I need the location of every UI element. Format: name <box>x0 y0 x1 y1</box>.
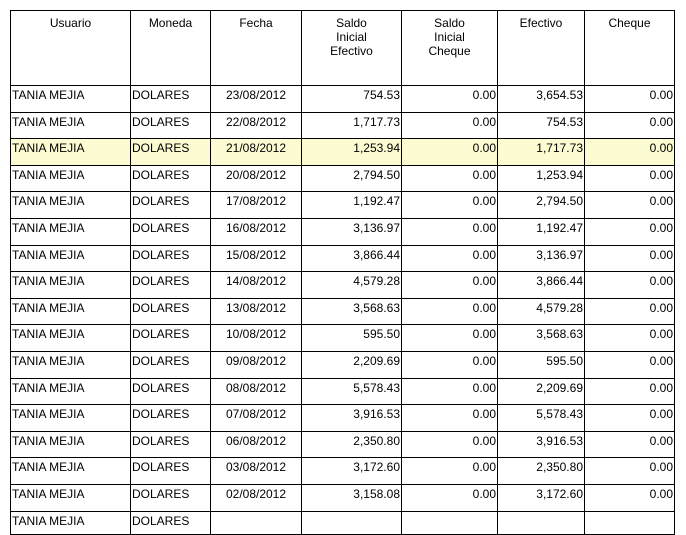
cell-usuario: TANIA MEJIA <box>11 245 131 272</box>
cell-saldo-inicial-efectivo: 1,192.47 <box>302 192 402 219</box>
cell-cheque: 0.00 <box>585 325 675 352</box>
cell-usuario: TANIA MEJIA <box>11 511 131 534</box>
cell-usuario: TANIA MEJIA <box>11 218 131 245</box>
cell-saldo-inicial-cheque: 0.00 <box>402 298 498 325</box>
cell-fecha: 13/08/2012 <box>211 298 302 325</box>
cell-usuario: TANIA MEJIA <box>11 112 131 139</box>
cell-fecha: 17/08/2012 <box>211 192 302 219</box>
table-row <box>11 245 675 272</box>
table-body <box>11 86 675 535</box>
cell-usuario: TANIA MEJIA <box>11 484 131 511</box>
cell-cheque: 0.00 <box>585 351 675 378</box>
cell-efectivo: 754.53 <box>498 112 585 139</box>
cell-saldo-inicial-cheque: 0.00 <box>402 378 498 405</box>
cell-usuario: TANIA MEJIA <box>11 325 131 352</box>
cell-usuario: TANIA MEJIA <box>11 139 131 166</box>
cell-saldo-inicial-cheque: 0.00 <box>402 431 498 458</box>
table-row <box>11 165 675 192</box>
cell-saldo-inicial-efectivo <box>302 511 402 534</box>
cell-cheque: 0.00 <box>585 112 675 139</box>
cell-saldo-inicial-cheque: 0.00 <box>402 218 498 245</box>
cell-usuario: TANIA MEJIA <box>11 272 131 299</box>
cell-moneda: DOLARES <box>131 378 211 405</box>
cell-saldo-inicial-cheque: 0.00 <box>402 405 498 432</box>
cell-fecha: 10/08/2012 <box>211 325 302 352</box>
cell-efectivo: 3,916.53 <box>498 431 585 458</box>
cell-efectivo: 2,794.50 <box>498 192 585 219</box>
cell-fecha: 21/08/2012 <box>211 139 302 166</box>
cell-usuario: TANIA MEJIA <box>11 192 131 219</box>
table-row <box>11 458 675 485</box>
cash-report-table <box>10 10 675 535</box>
cell-saldo-inicial-cheque: 0.00 <box>402 192 498 219</box>
header-fecha: Fecha <box>211 11 302 86</box>
table-row <box>11 484 675 511</box>
table-row <box>11 351 675 378</box>
table-row <box>11 511 675 534</box>
cell-saldo-inicial-efectivo: 595.50 <box>302 325 402 352</box>
cell-moneda: DOLARES <box>131 272 211 299</box>
cell-usuario: TANIA MEJIA <box>11 351 131 378</box>
header-saldo-inicial-efectivo: Saldo Inicial Efectivo <box>302 11 402 86</box>
cell-saldo-inicial-cheque: 0.00 <box>402 86 498 113</box>
cell-saldo-inicial-efectivo: 3,916.53 <box>302 405 402 432</box>
cell-moneda: DOLARES <box>131 325 211 352</box>
cell-efectivo: 3,866.44 <box>498 272 585 299</box>
cell-fecha: 06/08/2012 <box>211 431 302 458</box>
cell-cheque: 0.00 <box>585 378 675 405</box>
cell-saldo-inicial-cheque: 0.00 <box>402 325 498 352</box>
table-row <box>11 298 675 325</box>
cell-cheque: 0.00 <box>585 458 675 485</box>
cell-efectivo: 2,209.69 <box>498 378 585 405</box>
cell-saldo-inicial-efectivo: 1,253.94 <box>302 139 402 166</box>
cell-fecha <box>211 511 302 534</box>
cell-moneda: DOLARES <box>131 484 211 511</box>
cell-fecha: 03/08/2012 <box>211 458 302 485</box>
cell-cheque: 0.00 <box>585 484 675 511</box>
table-row <box>11 112 675 139</box>
cell-cheque <box>585 511 675 534</box>
cell-moneda: DOLARES <box>131 139 211 166</box>
cell-cheque: 0.00 <box>585 245 675 272</box>
cell-fecha: 16/08/2012 <box>211 218 302 245</box>
cell-saldo-inicial-efectivo: 3,136.97 <box>302 218 402 245</box>
cell-saldo-inicial-cheque: 0.00 <box>402 245 498 272</box>
cell-moneda: DOLARES <box>131 192 211 219</box>
cell-saldo-inicial-cheque: 0.00 <box>402 139 498 166</box>
cell-usuario: TANIA MEJIA <box>11 165 131 192</box>
cell-saldo-inicial-cheque: 0.00 <box>402 112 498 139</box>
cell-efectivo: 4,579.28 <box>498 298 585 325</box>
cell-cheque: 0.00 <box>585 431 675 458</box>
cell-cheque: 0.00 <box>585 192 675 219</box>
cell-saldo-inicial-efectivo: 2,209.69 <box>302 351 402 378</box>
cell-moneda: DOLARES <box>131 245 211 272</box>
cell-cheque: 0.00 <box>585 405 675 432</box>
cell-efectivo: 1,192.47 <box>498 218 585 245</box>
cell-cheque: 0.00 <box>585 165 675 192</box>
cell-saldo-inicial-efectivo: 2,350.80 <box>302 431 402 458</box>
cell-usuario: TANIA MEJIA <box>11 378 131 405</box>
cell-cheque: 0.00 <box>585 272 675 299</box>
cell-saldo-inicial-efectivo: 3,568.63 <box>302 298 402 325</box>
table-row <box>11 405 675 432</box>
cell-cheque: 0.00 <box>585 218 675 245</box>
cell-saldo-inicial-efectivo: 2,794.50 <box>302 165 402 192</box>
cell-fecha: 09/08/2012 <box>211 351 302 378</box>
cell-efectivo: 3,568.63 <box>498 325 585 352</box>
cell-fecha: 02/08/2012 <box>211 484 302 511</box>
cell-saldo-inicial-cheque: 0.00 <box>402 165 498 192</box>
table-row <box>11 86 675 113</box>
cell-moneda: DOLARES <box>131 298 211 325</box>
cell-saldo-inicial-efectivo: 3,172.60 <box>302 458 402 485</box>
cell-efectivo: 1,717.73 <box>498 139 585 166</box>
cell-cheque: 0.00 <box>585 139 675 166</box>
cell-fecha: 14/08/2012 <box>211 272 302 299</box>
cell-usuario: TANIA MEJIA <box>11 458 131 485</box>
cell-saldo-inicial-efectivo: 3,866.44 <box>302 245 402 272</box>
cell-efectivo: 3,172.60 <box>498 484 585 511</box>
cell-usuario: TANIA MEJIA <box>11 431 131 458</box>
cell-moneda: DOLARES <box>131 431 211 458</box>
header-row <box>11 11 675 86</box>
table-row <box>11 431 675 458</box>
cell-moneda: DOLARES <box>131 86 211 113</box>
cell-moneda: DOLARES <box>131 218 211 245</box>
cell-moneda: DOLARES <box>131 351 211 378</box>
cell-saldo-inicial-cheque: 0.00 <box>402 458 498 485</box>
cell-moneda: DOLARES <box>131 458 211 485</box>
cell-fecha: 07/08/2012 <box>211 405 302 432</box>
cell-efectivo: 3,136.97 <box>498 245 585 272</box>
cell-moneda: DOLARES <box>131 511 211 534</box>
table-row <box>11 272 675 299</box>
cell-saldo-inicial-cheque: 0.00 <box>402 272 498 299</box>
cell-usuario: TANIA MEJIA <box>11 405 131 432</box>
cell-moneda: DOLARES <box>131 112 211 139</box>
cell-saldo-inicial-cheque <box>402 511 498 534</box>
header-moneda: Moneda <box>131 11 211 86</box>
cell-efectivo: 3,654.53 <box>498 86 585 113</box>
table-row <box>11 218 675 245</box>
cell-usuario: TANIA MEJIA <box>11 86 131 113</box>
header-usuario: Usuario <box>11 11 131 86</box>
cell-efectivo: 595.50 <box>498 351 585 378</box>
cell-fecha: 22/08/2012 <box>211 112 302 139</box>
header-cheque: Cheque <box>585 11 675 86</box>
report-sheet <box>10 10 674 528</box>
cell-efectivo <box>498 511 585 534</box>
cell-moneda: DOLARES <box>131 165 211 192</box>
table-row <box>11 192 675 219</box>
cell-moneda: DOLARES <box>131 405 211 432</box>
cell-saldo-inicial-efectivo: 1,717.73 <box>302 112 402 139</box>
cell-saldo-inicial-efectivo: 5,578.43 <box>302 378 402 405</box>
cell-fecha: 20/08/2012 <box>211 165 302 192</box>
cell-efectivo: 2,350.80 <box>498 458 585 485</box>
table-row <box>11 378 675 405</box>
header-efectivo: Efectivo <box>498 11 585 86</box>
cell-efectivo: 1,253.94 <box>498 165 585 192</box>
table-row <box>11 325 675 352</box>
cell-saldo-inicial-efectivo: 754.53 <box>302 86 402 113</box>
cell-efectivo: 5,578.43 <box>498 405 585 432</box>
header-saldo-inicial-cheque: Saldo Inicial Cheque <box>402 11 498 86</box>
cell-saldo-inicial-efectivo: 4,579.28 <box>302 272 402 299</box>
table-row <box>11 139 675 166</box>
cell-cheque: 0.00 <box>585 298 675 325</box>
cell-saldo-inicial-efectivo: 3,158.08 <box>302 484 402 511</box>
cell-fecha: 15/08/2012 <box>211 245 302 272</box>
cell-saldo-inicial-cheque: 0.00 <box>402 484 498 511</box>
cell-usuario: TANIA MEJIA <box>11 298 131 325</box>
cell-fecha: 23/08/2012 <box>211 86 302 113</box>
cell-cheque: 0.00 <box>585 86 675 113</box>
cell-saldo-inicial-cheque: 0.00 <box>402 351 498 378</box>
cell-fecha: 08/08/2012 <box>211 378 302 405</box>
